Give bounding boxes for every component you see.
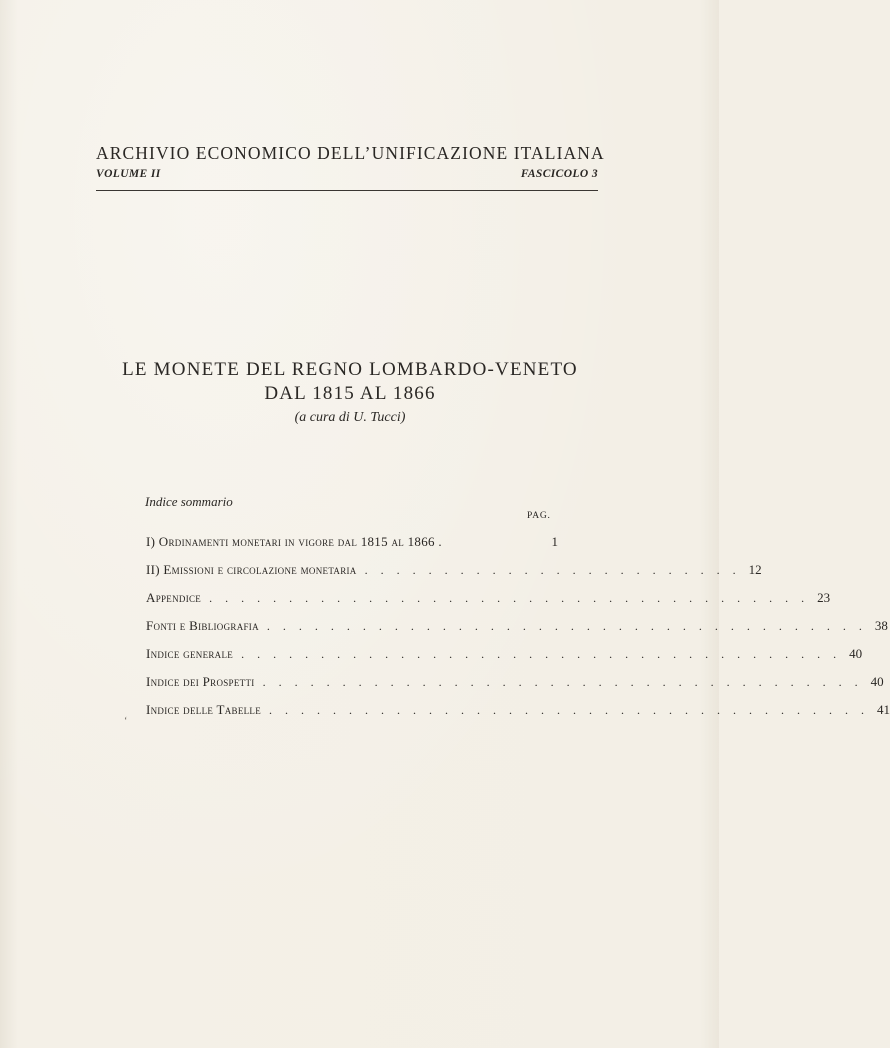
toc-item-page: 38 [874,618,888,633]
toc-item-page: 40 [870,674,884,689]
toc-item [146,672,884,700]
index-heading: Indice sommario [145,494,233,509]
toc-item-label: I) Ordinamenti monetari in vigore dal 1815 al 1866 . [146,534,442,549]
journal-meta [96,168,598,180]
toc-item-label: Appendice [146,590,202,605]
header-divider [96,190,598,191]
journal-title: ARCHIVIO ECONOMICO DELL’UNIFICAZIONE ITALIANA [96,143,605,163]
toc-leader: . . . . . . . . . . . . . . . . . . . . . . . . . . . . . . . . . . . . . . [266,619,867,633]
volume-label: VOLUME II [96,168,161,180]
toc-item-page: 12 [748,562,762,577]
article-title-line-1: LE MONETE DEL REGNO LOMBARDO-VENETO [122,359,578,380]
toc-item [146,588,831,616]
toc-item-label: Fonti e Bibliografia [146,618,259,633]
toc-item-label: Indice dei Prospetti [146,674,255,689]
toc-leader: . . . . . . . . . . . . . . . . . . . . . . . . . . . . . . . . . . . . . . [209,591,810,605]
fascicolo-label: FASCICOLO 3 [520,168,598,180]
toc-item [146,532,558,560]
toc-leader: . . . . . . . . . . . . . . . . . . . . . . . . . . . . . . . . . . . . . . [269,703,870,717]
toc-item [146,616,888,644]
toc-leader: . . . . . . . . . . . . . . . . . . . . . . . . . . . . . . . . . . . . . . [241,647,842,661]
table-of-contents [146,532,890,728]
toc-item [146,700,890,728]
toc-item-page: 23 [817,590,831,605]
toc-item [146,560,762,588]
toc-item-page: 1 [551,534,558,549]
article-title-line-2: DAL 1815 AL 1866 [264,383,436,404]
toc-item [146,644,863,672]
toc-item-label: Indice generale [146,646,234,661]
toc-item-label: II) Emissioni e circolazione monetaria [146,562,357,577]
toc-leader: . . . . . . . . . . . . . . . . . . . . . . . . [364,563,741,577]
toc-leader: . . . . . . . . . . . . . . . . . . . . . . . . . . . . . . . . . . . . . . [262,675,863,689]
article-editor: (a cura di U. Tucci) [294,410,406,425]
toc-item-page: 40 [849,646,863,661]
article-title [80,358,620,406]
toc-item-label: Indice delle Tabelle [146,702,262,717]
toc-item-page: 41 [877,702,890,717]
page-speck: ʻ [124,716,128,727]
page-column-label: PAG. [527,511,551,521]
